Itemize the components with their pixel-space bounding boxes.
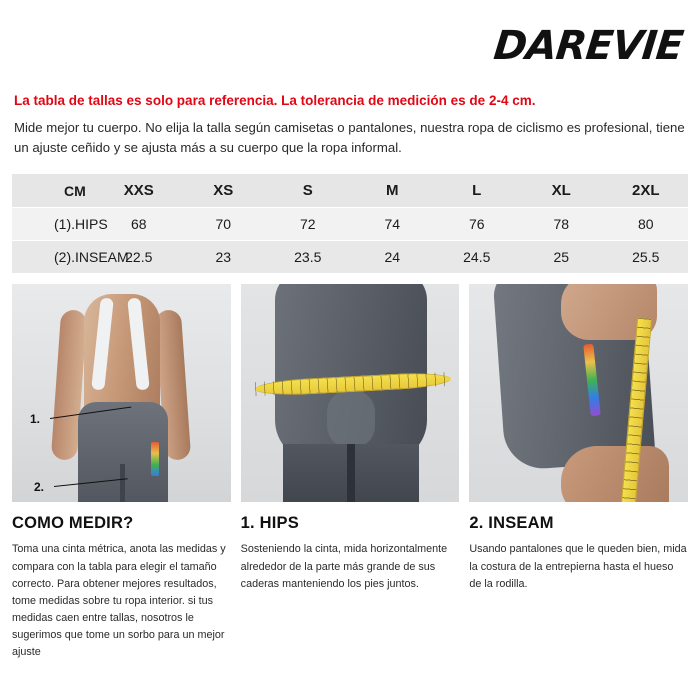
column-header-xxs: XXS — [97, 174, 182, 208]
table-header-row — [12, 174, 688, 208]
caption-row — [0, 502, 700, 660]
size-table — [12, 174, 688, 274]
size-table-body — [12, 208, 688, 274]
intro-paragraph: Mide mejor tu cuerpo. No elija la talla según camisetas o pantalones, nuestra ropa de ciclismo es profesional, tiene un ajuste ceñido y se ajusta más a su cuerpo que la ropa informal. — [14, 119, 685, 155]
row-label-inseam: (2).INSEAM — [12, 241, 97, 274]
cell-hips-xs: 70 — [181, 208, 266, 241]
photo-illustration — [12, 284, 231, 502]
caption-title: 2. INSEAM — [469, 514, 554, 533]
column-header-xl: XL — [519, 174, 604, 208]
cell-hips-xl: 78 — [519, 208, 604, 241]
column-header-2xl: 2XL — [604, 174, 689, 208]
caption-body: Sosteniendo la cinta, mida horizontalmente alrededor de la parte más grande de sus caderas manteniendo los pies juntos. — [240, 543, 448, 590]
marker-hips — [30, 412, 40, 426]
cell-inseam-m: 24 — [350, 241, 435, 274]
caption-how-to-measure — [12, 514, 231, 660]
cell-hips-m: 74 — [350, 208, 435, 241]
brand-logo: DAREVIE — [491, 23, 685, 69]
cell-inseam-xl: 25 — [519, 241, 604, 274]
cell-hips-xxs: 68 — [97, 208, 182, 241]
caption-body: Usando pantalones que le queden bien, mida la costura de la entrepierna hasta el hueso de la rodilla. — [469, 543, 687, 590]
marker-hips-label: 1. — [30, 412, 41, 427]
cell-inseam-l: 24.5 — [435, 241, 520, 274]
photo-full-body-bib-shorts — [12, 284, 231, 502]
intro-section — [0, 92, 700, 158]
photo-hips-measurement — [241, 284, 460, 502]
tolerance-warning: La tabla de tallas es solo para referencia. La tolerancia de medición es de 2-4 cm. — [14, 93, 536, 108]
table-row — [12, 208, 688, 241]
size-table-head — [12, 174, 688, 208]
caption-hips — [241, 514, 460, 660]
size-table-wrapper — [0, 174, 700, 274]
brand-header — [0, 0, 700, 92]
column-header-xs: XS — [181, 174, 266, 208]
caption-body: Toma una cinta métrica, anota las medidas y compara con la tabla para elegir el tamaño correcto. Para obtener mejores resultados, tome medidas sobre tu ropa interior. si tus medidas caen entre tallas, nosotros le sugerimos que tome un sorbo para un mejor ajuste — [12, 543, 226, 658]
cell-hips-l: 76 — [435, 208, 520, 241]
cell-hips-s: 72 — [266, 208, 351, 241]
column-header-l: L — [435, 174, 520, 208]
cell-inseam-xs: 23 — [181, 241, 266, 274]
cell-hips-2xl: 80 — [604, 208, 689, 241]
marker-inseam — [34, 480, 44, 494]
caption-title: COMO MEDIR? — [12, 514, 134, 533]
photo-illustration — [241, 284, 460, 502]
column-header-s: S — [266, 174, 351, 208]
cell-inseam-xxs: 22.5 — [97, 241, 182, 274]
caption-title: 1. HIPS — [240, 514, 299, 533]
cell-inseam-2xl: 25.5 — [604, 241, 689, 274]
table-row — [12, 241, 688, 274]
marker-inseam-label: 2. — [34, 480, 45, 495]
caption-inseam — [469, 514, 688, 660]
column-header-unit: CM — [12, 174, 97, 208]
photo-illustration — [469, 284, 688, 502]
row-label-hips: (1).HIPS — [12, 208, 97, 241]
image-row — [0, 274, 700, 502]
photo-inseam-measurement — [469, 284, 688, 502]
column-header-m: M — [350, 174, 435, 208]
cell-inseam-s: 23.5 — [266, 241, 351, 274]
